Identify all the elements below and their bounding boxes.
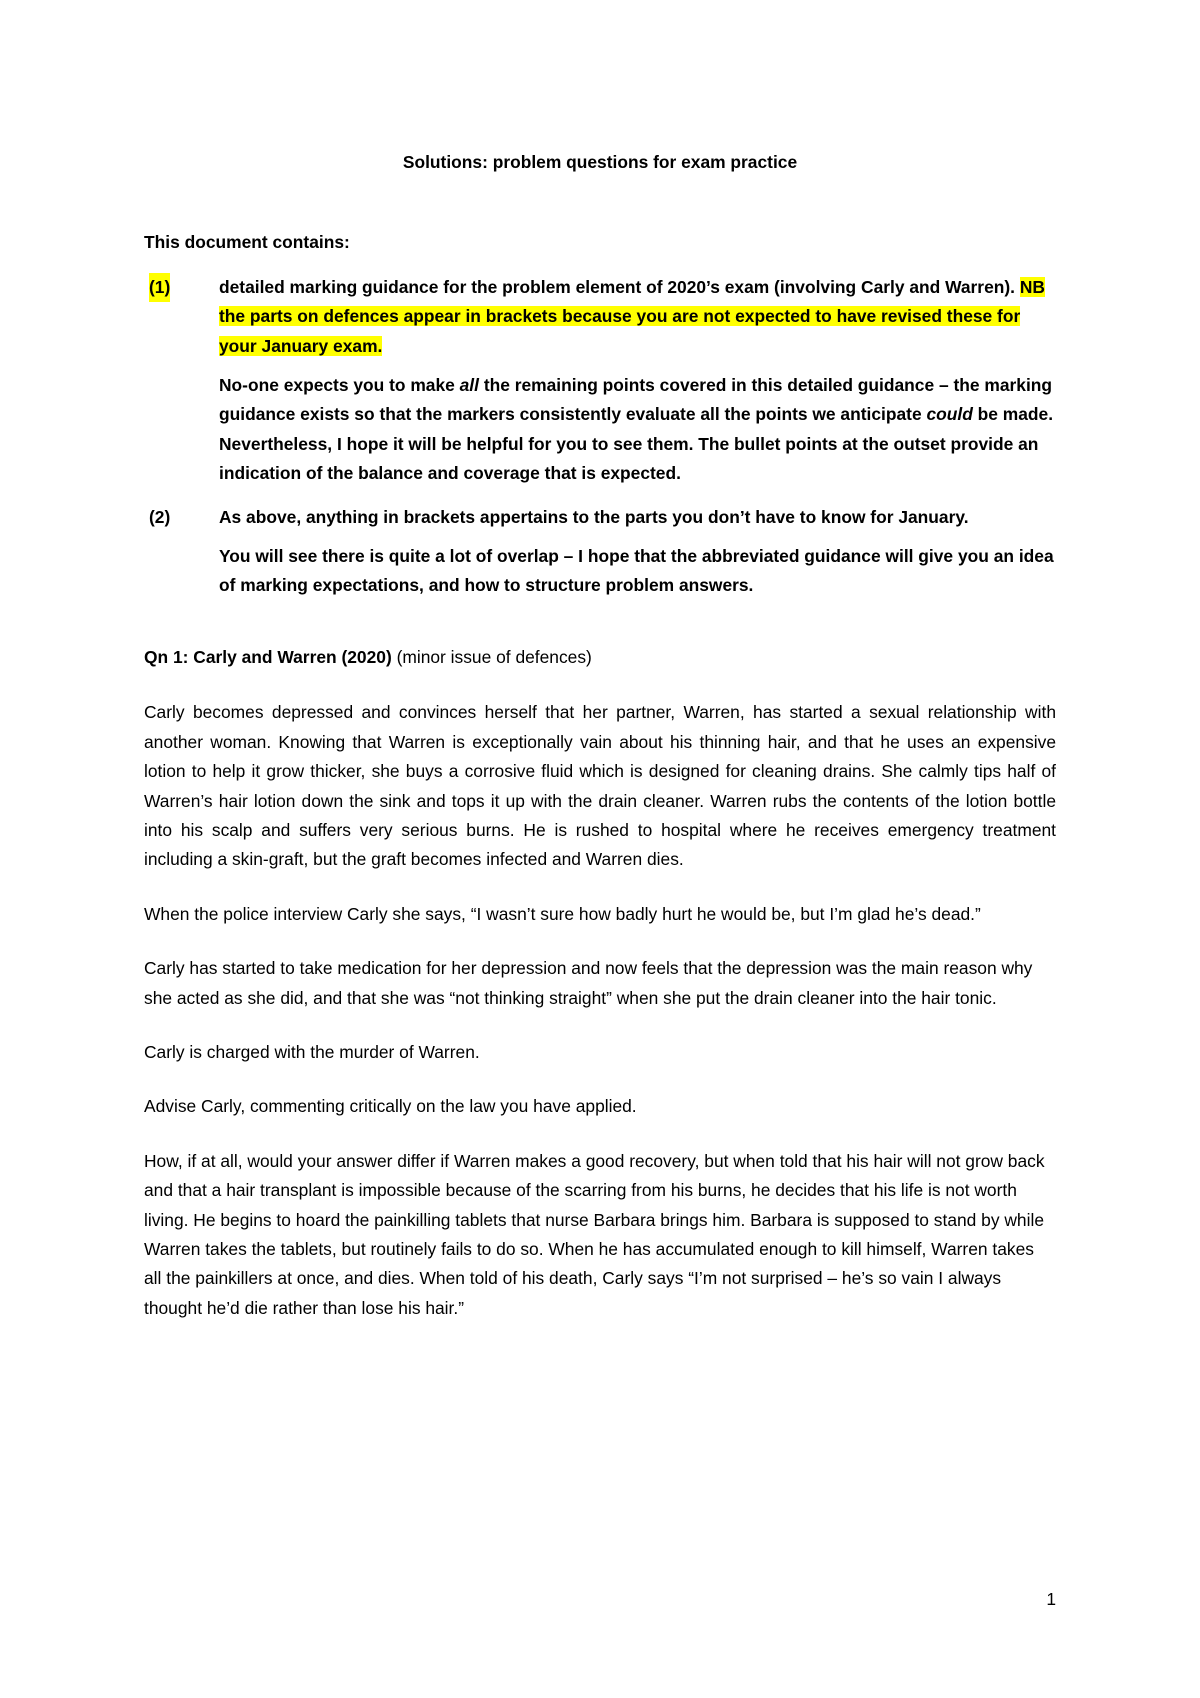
page-title: Solutions: problem questions for exam practice (402, 152, 798, 172)
note-part-3: be made. Nevertheless, I hope it will be helpful for you to see them. The bullet points at the outset provide an indication of the balance and coverage that is expected. (219, 404, 1054, 484)
list-item-2 (144, 503, 1056, 532)
question-paragraph-3: Carly has started to take medication for her depression and now feels that the depression was the main reason why she acted as she did, and that she was “not thinking straight” when she put the drain cleaner into the hair tonic. (144, 958, 1033, 1008)
question-paragraph-1: Carly becomes depressed and convinces herself that her partner, Warren, has started a sexual relationship with another woman. Knowing that Warren is exceptionally vain about his thinning hair, and that he uses an expensive lotion to help it grow thicker, she buys a corrosive fluid which is designed for cleaning drains. She calmly tips half of Warren’s hair lotion down the sink and tops it up with the drain cleaner. Warren rubs the contents of the lotion bottle into his scalp and suffers very serious burns. He is rushed to hospital where he receives emergency treatment including a skin-graft, but the graft becomes infected and Warren dies. (144, 702, 1056, 870)
list-item-2-note: You will see there is quite a lot of overlap – I hope that the abbreviated guidance will give you an idea of marking expectations, and how to structure problem answers. (219, 546, 1054, 596)
question-paragraph-6: How, if at all, would your answer differ if Warren makes a good recovery, but when told that his hair will not grow back and that a hair transplant is impossible because of the scarring from his burns, he decides that his life is not worth living. He begins to hoard the painkilling tablets that nurse Barbara brings him. Barbara is supposed to stand by while Warren takes the tablets, but routinely fails to do so. When he has accumulated enough to kill himself, Warren takes all the painkillers at once, and dies. When told of his death, Carly says “I’m not surprised – he’s so vain I always thought he’d die rather than lose his hair.” (144, 1150, 1045, 1318)
question-heading-bold: Qn 1: Carly and Warren (2020) (144, 646, 392, 667)
note-part-2: the remaining points covered in this detailed guidance – the marking guidance exists so that the markers consistently evaluate all the points we anticipate (219, 375, 1053, 425)
list-item-1-text: detailed marking guidance for the problem element of 2020’s exam (involving Carly and Warren). (219, 276, 1020, 297)
note-part-1: No-one expects you to make (219, 375, 460, 396)
list-item-1 (144, 273, 1056, 361)
question-paragraph-2: When the police interview Carly she says, “I wasn’t sure how badly hurt he would be, but I’m glad he’s dead.” (144, 903, 981, 924)
list-item-2-text: As above, anything in brackets appertains to the parts you don’t have to know for January. (219, 506, 969, 527)
note-emphasis-all: all (459, 375, 479, 396)
question-heading (144, 643, 1056, 672)
list-item-1-number: (1) (149, 273, 170, 302)
document-content (144, 148, 1056, 1348)
list-item-2-number: (2) (149, 506, 171, 527)
question-paragraph-5: Advise Carly, commenting critically on the law you have applied. (144, 1096, 637, 1117)
question-paragraph-4: Carly is charged with the murder of Warren. (144, 1041, 480, 1062)
question-heading-rest: (minor issue of defences) (391, 646, 592, 667)
intro-text: This document contains: (144, 232, 350, 253)
highlighted-note: NB the parts on defences appear in brackets because you are not expected to have revised these for your January exam. (219, 276, 1045, 356)
list-item-1-note (144, 371, 1056, 489)
page-number: 1 (1046, 1589, 1056, 1609)
note-emphasis-could: could (926, 404, 973, 425)
